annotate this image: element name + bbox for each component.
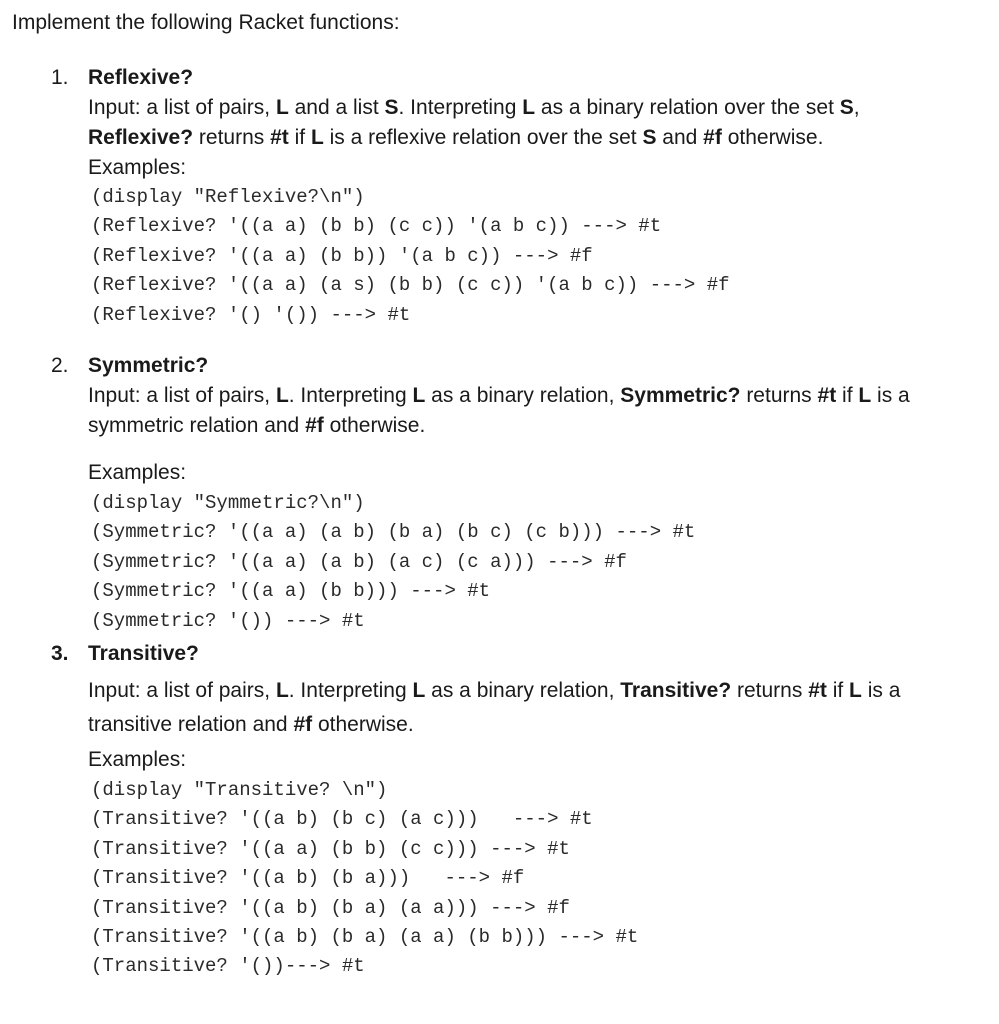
section-description-line: Reflexive? returns #t if L is a reflexive relation over the set S and #f otherwise.	[88, 126, 824, 149]
section-number: 3.	[51, 642, 69, 665]
code-line: (Reflexive? '((a a) (b b)) '(a b c)) ---> #f	[91, 244, 593, 267]
examples-label: Examples:	[88, 748, 187, 771]
code-line: (Reflexive? '((a a) (a s) (b b) (c c)) '(a b c)) ---> #f	[91, 274, 730, 297]
code-line: (Transitive? '((a b) (b c) (a c))) ---> #t	[91, 808, 593, 831]
section-title: Symmetric?	[88, 354, 209, 377]
section-title: Reflexive?	[88, 66, 194, 89]
code-line: (display "Transitive? \n")	[91, 779, 388, 801]
code-line: (Transitive? '((a b) (b a) (a a))) ---> #f	[91, 896, 570, 919]
code-line: (display "Reflexive?\n")	[91, 186, 365, 208]
section-description-line: symmetric relation and #f otherwise.	[88, 414, 426, 437]
code-line: (Transitive? '())---> #t	[91, 955, 365, 978]
code-example-block	[91, 776, 638, 982]
section-number: 1.	[51, 66, 69, 89]
code-example-block	[91, 183, 730, 330]
examples-label: Examples:	[88, 461, 187, 484]
section-description-line: Input: a list of pairs, L. Interpreting L as a binary relation, Symmetric? returns #t if L is a	[88, 384, 910, 407]
code-line: (Transitive? '((a b) (b a))) ---> #f	[91, 867, 525, 890]
code-line: (Reflexive? '((a a) (b b) (c c)) '(a b c)) ---> #t	[91, 215, 662, 238]
section-description-line: transitive relation and #f otherwise.	[88, 713, 414, 736]
code-line: (Transitive? '((a b) (b a) (a a) (b b))) ---> #t	[91, 925, 639, 948]
section-description-line: Input: a list of pairs, L and a list S. Interpreting L as a binary relation over the set S,	[88, 96, 860, 119]
code-line: (display "Symmetric?\n")	[91, 492, 365, 514]
page-intro: Implement the following Racket functions:	[12, 11, 400, 34]
code-line: (Symmetric? '((a a) (a b) (b a) (b c) (c b))) ---> #t	[91, 521, 696, 544]
section-description-line: Input: a list of pairs, L. Interpreting L as a binary relation, Transitive? returns #t if L is a	[88, 679, 901, 702]
section-title: Transitive?	[88, 642, 199, 665]
code-line: (Reflexive? '() '()) ---> #t	[91, 303, 411, 326]
code-line: (Transitive? '((a a) (b b) (c c))) ---> #t	[91, 837, 570, 860]
section-number: 2.	[51, 354, 69, 377]
examples-label: Examples:	[88, 156, 187, 179]
code-example-block	[91, 489, 695, 636]
code-line: (Symmetric? '((a a) (a b) (a c) (c a))) ---> #f	[91, 550, 627, 573]
code-line: (Symmetric? '()) ---> #t	[91, 609, 365, 632]
code-line: (Symmetric? '((a a) (b b))) ---> #t	[91, 580, 491, 603]
